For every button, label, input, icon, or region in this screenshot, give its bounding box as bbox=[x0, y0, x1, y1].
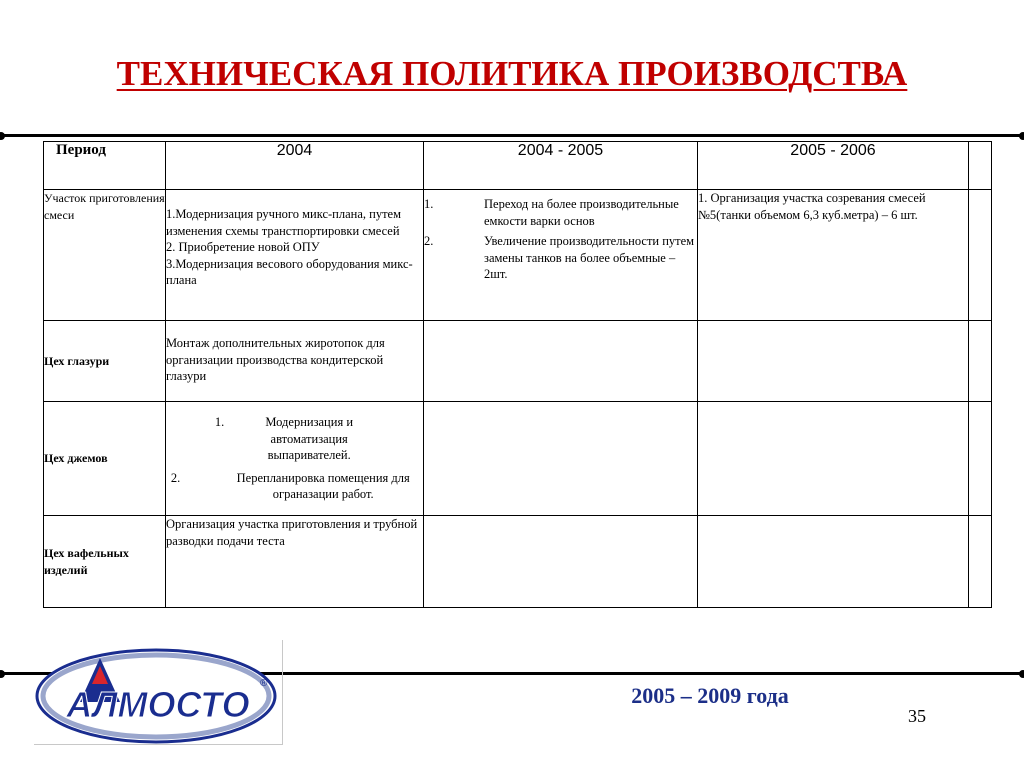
top-divider-right-dot bbox=[1019, 132, 1024, 140]
table-row bbox=[44, 516, 992, 608]
cell-glaze-2004-2005 bbox=[424, 321, 698, 402]
row-label-glaze: Цех глазури bbox=[44, 321, 166, 402]
row-label-mix: Участок приготовления смеси bbox=[44, 190, 166, 321]
header-2004: 2004 bbox=[166, 142, 424, 190]
row-label-wafer: Цех вафельных изделий bbox=[44, 516, 166, 608]
page-number: 35 bbox=[908, 706, 926, 726]
cell-wafer-2004-2005 bbox=[424, 516, 698, 608]
header-extra-column bbox=[969, 142, 992, 190]
footer-years: 2005 – 2009 года bbox=[631, 683, 789, 708]
cell-glaze-2004: Монтаж дополнительных жиротопок для организации производства кондитерской глазури bbox=[166, 321, 424, 402]
mix-2004-item-1: 1.Модернизация ручного микс-плана, путем изменения схемы транстпортировки смесей bbox=[166, 207, 401, 238]
header-period: Период bbox=[44, 142, 166, 190]
cell-wafer-2004: Организация участка приготовления и трубной разводки подачи теста bbox=[166, 516, 424, 608]
top-divider-left-dot bbox=[0, 132, 5, 140]
slide-title: ТЕХНИЧЕСКАЯ ПОЛИТИКА ПРОИЗВОДСТВА bbox=[116, 54, 908, 93]
cell-wafer-2005-2006 bbox=[698, 516, 969, 608]
list-item: 2. Перепланировка помещения для ограназации работ. bbox=[170, 470, 410, 501]
cell-glaze-2005-2006 bbox=[698, 321, 969, 402]
top-divider bbox=[0, 134, 1024, 137]
bottom-divider-right-dot bbox=[1019, 670, 1024, 678]
policy-table bbox=[43, 141, 992, 608]
list-item: 1. Модернизация и автоматизация выпаривателей. bbox=[214, 415, 354, 462]
table-row bbox=[44, 190, 992, 321]
cell-jam-2004-2005 bbox=[424, 402, 698, 516]
mix-2004-item-2: 2. Приобретение новой ОПУ bbox=[166, 240, 320, 254]
row-label-jam: Цех джемов bbox=[44, 402, 166, 516]
logo-registered-mark: ® bbox=[260, 678, 268, 689]
cell-mix-2004 bbox=[166, 190, 424, 321]
cell-mix-2005-2006: 1. Организация участка созревания смесей №5(танки объемом 6,3 куб.метра) – 6 шт. bbox=[698, 190, 969, 321]
bottom-divider-left-dot bbox=[0, 670, 5, 678]
table-header-row bbox=[44, 142, 992, 190]
logo-wordmark: АЛМОСТО bbox=[66, 684, 250, 725]
logo-graphic bbox=[34, 640, 282, 744]
table-row bbox=[44, 321, 992, 402]
company-logo bbox=[34, 640, 283, 745]
list-item: 2. Увеличение производительности путем замены танков на более объемные – 2шт. bbox=[424, 234, 695, 281]
cell-jam-2004 bbox=[166, 402, 424, 516]
header-2005-2006: 2005 - 2006 bbox=[698, 142, 969, 190]
table-row bbox=[44, 402, 992, 516]
mix-2004-item-3: 3.Модернизация весового оборудования микс-плана bbox=[166, 256, 413, 287]
list-item: 1. Переход на более производительные емкости варки основ bbox=[424, 197, 679, 228]
cell-jam-2005-2006 bbox=[698, 402, 969, 516]
header-2004-2005: 2004 - 2005 bbox=[424, 142, 698, 190]
cell-mix-2004-2005 bbox=[424, 190, 698, 321]
